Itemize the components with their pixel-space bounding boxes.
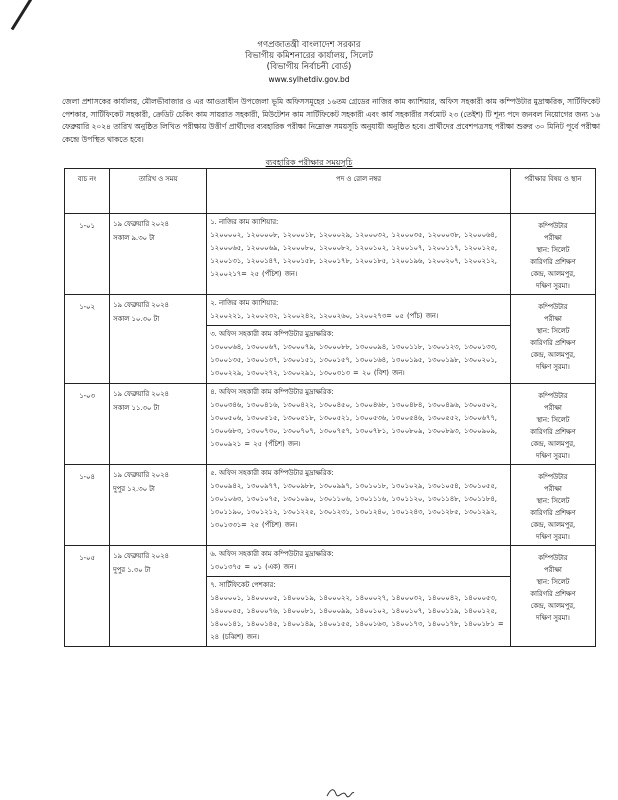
government-title: গণপ্রজাতন্ত্রী বাংলাদেশ সরকার — [257, 40, 361, 50]
venue-line: পরীক্ষা — [544, 234, 562, 242]
table-row — [65, 295, 596, 384]
post-title: ৪. অফিস সহকারী কাম কম্পিউটার মুদ্রাক্ষরিক: — [210, 387, 334, 396]
board-title: (বিভাগীয় নির্বাচনী বোর্ড) — [266, 62, 352, 72]
notice-body: জেলা প্রশাসকের কার্যালয়, মৌলভীবাজার ও এর আওতাধীন উপজেলা ভূমি অফিসসমূহের ১৬তম গ্রেডের নাজির কাম ক্যাশিয়ার, অফিস সহকারী কাম কম্পিউটার মুদ্রাক্ষরিক, সার্টিফিকেট পেশকার, সার্টিফিকেট সহকারী, ক্রেডিট চেকিং কাম সায়রাত সহকারী, মিউটেশন কাম সার্টিফিকেট সহকারী এবং কার্য সহকারীর সর্বমোট ২৩ (তেইশ) টি শূন্য পদে জনবল নিয়োগের জন্য ১৬ ফেব্রুয়ারি ২০২৪ তারিখ অনুষ্ঠিত লিখিত পরীক্ষায় উত্তীর্ণ প্রার্থীদের ব্যবহারিক পরীক্ষা নিম্নোক্ত সময়সূচি অনুযায়ী অনুষ্ঠিত হবে। প্রার্থীদের প্রবেশপত্রসহ পরীক্ষা শুরুর ৩০ মিনিট পূর্বে পরীক্ষা কেন্দ্রে উপস্থিত থাকতে হবে। — [62, 97, 600, 144]
venue-line: পরীক্ষা — [544, 403, 562, 412]
signature-mark — [325, 786, 355, 798]
roll-numbers: ১২০০২২১, ১২০০২৩২, ১২০০২৪২, ১২০০২৬০, ১২০০২৭৩= ০৫ (পাঁচ) জন। — [210, 312, 439, 321]
roll-numbers: ১৩০০০৬৪, ১৩০০০৬৭, ১৩০০০৭৯, ১৩০০০৮৮, ১৩০০০৯৪, ১৩০০১১৮, ১৩০০১২৩, ১৩০০১৩৩, ১৩০০১৩৫, ১৩০০১৩৭, ১৩০০১৫১, ১৩০০১৫৭, ১৩০০১৬৪, ১৩০০১৯৫, ১৩০০১৯৮, ১৩০০২০১, ১৩০০২২৯, ১৩০০২৭২, ১৩০০২৯১, ১৩০০৩১৩ = ২০ (বিশ) জন। — [210, 343, 497, 378]
venue-line: স্থান: সিলেট — [536, 496, 570, 505]
venue-line: স্থান: সিলেট — [536, 246, 570, 254]
venue-line: কম্পিউটার — [538, 391, 568, 400]
venue-line: কম্পিউটার — [538, 553, 568, 562]
post-title: ৫. অফিস সহকারী কাম কম্পিউটার মুদ্রাক্ষরিক: — [210, 468, 334, 477]
venue-line: কারিগরি প্রশিক্ষণ — [530, 508, 576, 517]
exam-date: ১৯ ফেব্রুয়ারি ২০২৪ — [113, 220, 169, 228]
batch-number: ১-০১ — [79, 222, 95, 230]
venue-line: স্থান: সিলেট — [536, 327, 570, 335]
venue-info — [514, 216, 592, 292]
venue-line: কেন্দ্র, আলমপুর, — [530, 439, 576, 448]
venue-info — [514, 548, 592, 624]
pen-mark — [11, 0, 35, 30]
post-block — [210, 386, 507, 451]
exam-time: সকাল ১০.৩০ টা — [113, 315, 160, 323]
venue-line: কম্পিউটার — [538, 222, 568, 230]
roll-numbers: ১৩০০৯৪২, ১৩০০৯৭৭, ১৩০০৯৮৮, ১৩০০৯৯৭, ১৩০১০১৮, ১৩০১০২৯, ১৩০১০৫৪, ১৩০১০৫৫, ১৩০১০৬৩, ১৩০১০৭৫, ১৩০১০৯০, ১৩০১১০৬, ১৩০১১১৬, ১৩০১১২০, ১৩০১১৪৮, ১৩০১১৮৪, ১৩০১১৯০, ১৩০১২১২, ১৩০১২২৫, ১৩০১২৩১, ১৩০১২৪০, ১৩০১২৪৩, ১৩০১২৮৫, ১৩০১২৯২, ১৩০১৩৩১= ২৫ (পঁচিশ) জন। — [210, 481, 497, 529]
post-title: ৭. সার্টিফিকেট পেশকার: — [210, 580, 276, 589]
post-block — [210, 216, 507, 281]
post-title: ৩. অফিস সহকারী কাম কম্পিউটার মুদ্রাক্ষরিক: — [210, 330, 334, 339]
post-block — [207, 576, 510, 644]
post-title: ১. নাজির কাম ক্যাশিয়ার: — [210, 218, 279, 226]
batch-number: ১-০৪ — [79, 472, 95, 481]
venue-line: কারিগরি প্রশিক্ষণ — [530, 427, 576, 436]
venue-line: পরীক্ষা — [544, 565, 562, 574]
venue-info — [514, 386, 592, 462]
venue-line: কারিগরি প্রশিক্ষণ — [530, 258, 576, 266]
batch-number: ১-০৫ — [79, 553, 95, 562]
venue-line: দক্ষিণ সুরমা। — [536, 282, 570, 290]
exam-date: ১৯ ফেব্রুয়ারি ২০২৪ — [113, 470, 169, 479]
table-row — [65, 545, 596, 647]
venue-line: কম্পিউটার — [538, 303, 568, 311]
venue-line: স্থান: সিলেট — [536, 415, 570, 424]
venue-line: কারিগরি প্রশিক্ষণ — [530, 339, 576, 347]
website-link[interactable]: www.sylhetdiv.gov.bd — [268, 75, 350, 84]
venue-line: দক্ষিণ সুরমা। — [536, 613, 570, 622]
venue-line: কেন্দ্র, আলমপুর, — [530, 601, 576, 610]
exam-date: ১৯ ফেব্রুয়ারি ২০২৪ — [113, 551, 169, 560]
post-block — [210, 297, 507, 323]
venue-line: কারিগরি প্রশিক্ষণ — [530, 589, 576, 598]
venue-line: দক্ষিণ সুরমা। — [536, 532, 570, 541]
batch-number: ১-০২ — [79, 303, 95, 311]
header-post-roll: পদ ও রোল নম্বর — [207, 169, 511, 214]
roll-numbers: ১৪০০০০১, ১৪০০০০৫, ১৪০০০১৯, ১৪০০০২২, ১৪০০০২৭, ১৪০০০৩২, ১৪০০০৪২, ১৪০০০৫৩, ১৪০০০৫৫, ১৪০০০৭৬, ১৪০০০৮১, ১৪০০০৯৯, ১৪০০১০২, ১৪০০১০৭, ১৪০০১১৯, ১৪০০১২৫, ১৪০০১৪১, ১৪০০১৪৫, ১৪০০১৪৯, ১৪০০১৫৫, ১৪০০১৬৩, ১৪০০১৭৩, ১৪০০১৭৮, ১৪০০১৮১ = ২৪ (চব্বিশ) জন। — [210, 593, 504, 642]
post-title: ২. নাজির কাম ক্যাশিয়ার: — [210, 299, 279, 307]
header-datetime: তারিখ ও সময় — [110, 169, 207, 214]
table-row — [65, 464, 596, 545]
exam-time: সকাল ৯.৩০ টা — [113, 234, 155, 242]
post-block — [210, 467, 507, 532]
table-row — [65, 383, 596, 464]
exam-time: দুপুর ১.৩০ টা — [113, 565, 151, 574]
schedule-title: ব্যবহারিক পরীক্ষার সময়সূচি — [265, 158, 353, 167]
roll-numbers: ১২০০০০২, ১২০০০০৮, ১২০০০১৮, ১২০০০২৯, ১২০০০৩২, ১২০০০৩৫, ১২০০০৩৮, ১২০০০৬৪, ১২০০০৬৫, ১২০০০৬৯, ১২০০০৮০, ১২০০০৮২, ১২০০১০২, ১২০০১০৭, ১২০০১১৭, ১২০০১২৫, ১২০০১৩১, ১২০০১৪৭, ১২০০১৫৮, ১২০০১৭৮, ১২০০১৮৫, ১২০০১৯৬, ১২০০২০৭, ১২০০২১২, ১২০০২১৭= ২৫ (পঁচিশ) জন। — [210, 231, 498, 279]
table-row — [65, 214, 596, 295]
venue-line: কেন্দ্র, আলমপুর, — [530, 351, 576, 359]
table-header-row — [65, 169, 596, 214]
exam-time: সকাল ১১.৩০ টা — [113, 403, 160, 412]
roll-numbers: ১৩০০৩৪৬, ১৩০০৪১৬, ১৩০০৪২২, ১৩০০৪৫০, ১৩০০৪৬৮, ১৩০০৪৮৪, ১৩০০৪৯৬, ১৩০০৫০২, ১৩০০৫০৬, ১৩০০৫১৫, ১৩০০৫১৮, ১৩০০৫২১, ১৩০০৫৩৬, ১৩০০৫৪৬, ১৩০০৫৫২, ১৩০০৬৭৭, ১৩০০৬৮৩, ১৩০০৭৩০, ১৩০০৭০৭, ১৩০০৭৫৭, ১৩০০৭৮১, ১৩০০৮০৯, ১৩০০৮৯৩, ১৩০০৯০৯, ১৩০০৯২১ = ২৫ (পঁচিশ) জন। — [210, 400, 497, 448]
post-title: ৬. অফিস সহকারী কাম কম্পিউটার মুদ্রাক্ষরিক: — [210, 549, 334, 558]
batch-number: ১-০৩ — [79, 391, 95, 400]
exam-date: ১৯ ফেব্রুয়ারি ২০২৪ — [113, 389, 169, 398]
venue-info — [514, 297, 592, 373]
header-batch: ব্যচ নং — [65, 169, 110, 214]
office-title: বিভাগীয় কমিশনারের কার্যালয়, সিলেট — [245, 51, 373, 61]
post-block — [210, 548, 507, 574]
post-block — [207, 325, 510, 380]
venue-line: পরীক্ষা — [544, 484, 562, 493]
venue-info — [514, 467, 592, 543]
venue-line: কেন্দ্র, আলমপুর, — [530, 520, 576, 529]
exam-time: দুপুর ১২.৩০ টা — [113, 484, 155, 493]
venue-line: পরীক্ষা — [544, 315, 562, 323]
roll-numbers: ১৩০১৩৭৫ = ০১ (এক) জন। — [210, 562, 297, 571]
venue-line: দক্ষিণ সুরমা। — [536, 451, 570, 460]
venue-line: স্থান: সিলেট — [536, 577, 570, 586]
header-subject-venue: পরীক্ষার বিষয় ও স্থান — [510, 169, 595, 214]
venue-line: দক্ষিণ সুরমা। — [536, 363, 570, 371]
venue-line: কেন্দ্র, আলমপুর, — [530, 270, 576, 278]
venue-line: কম্পিউটার — [538, 472, 568, 481]
schedule-table — [64, 168, 596, 647]
exam-date: ১৯ ফেব্রুয়ারি ২০২৪ — [113, 301, 169, 309]
